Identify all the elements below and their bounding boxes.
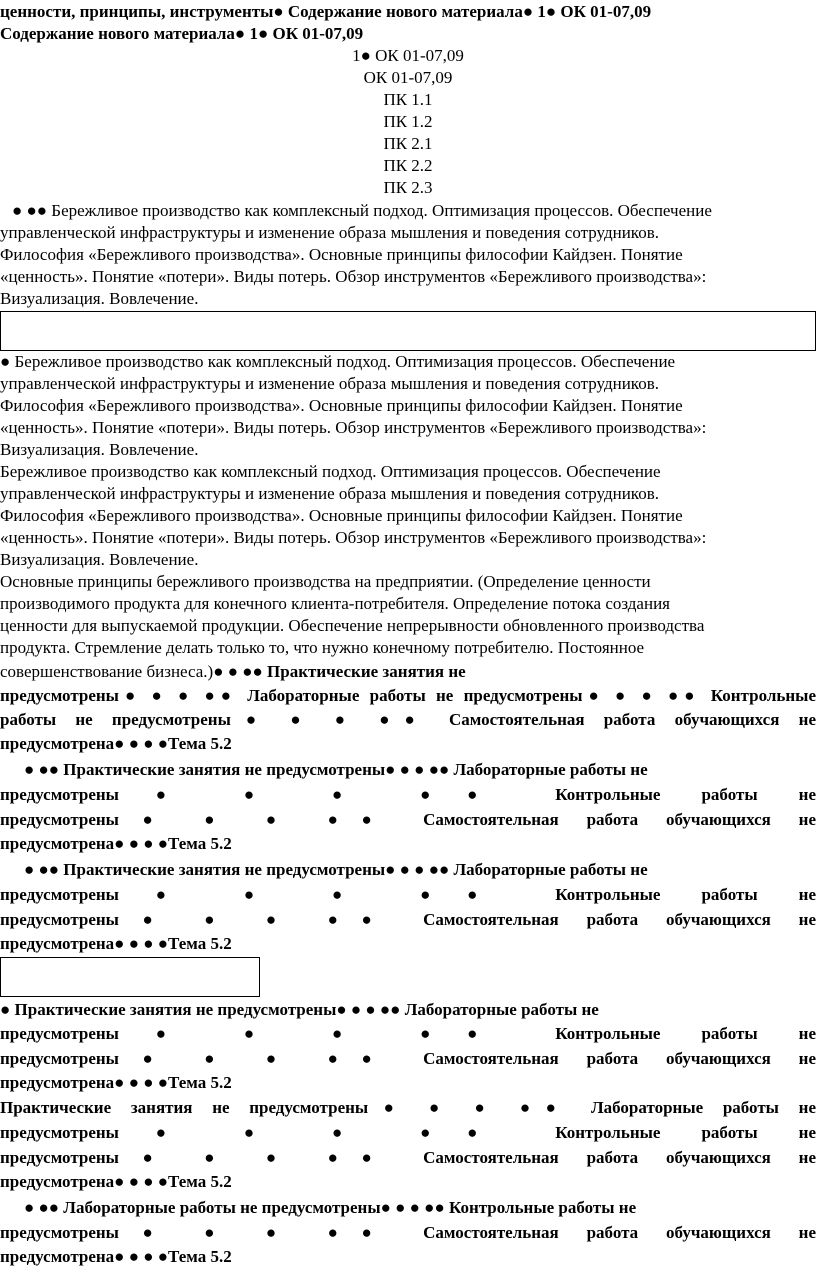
text-line: предусмотрены● ● ● ●● Самостоятельная работа обучающихся не [0,810,816,829]
text-line: предусмотрены● ● ● ●● Контрольные работы не [0,885,816,904]
text-line: ● Практические занятия не предусмотрены● ● ● ●● Лабораторные работы не [0,1000,599,1019]
text-line: управленческой инфраструктуры и изменение образа мышления и поведения сотрудников. [0,484,659,503]
text-line: Практические занятия не предусмотрены● ● ● ●● Лабораторные работы не [0,1098,816,1117]
text-line: предусмотрены● ● ● ●● Лабораторные работы не предусмотрены● ● ● ●● Контрольные [0,686,816,705]
text-line: ПК 2.3 [383,178,433,197]
text-line: Визуализация. Вовлечение. [0,440,199,459]
text-line: предусмотрены● ● ● ●● Контрольные работы не [0,1123,816,1142]
text-line-mixed: совершенствование бизнеса.)● ● ●● Практические занятия не [0,662,466,681]
text-line [0,661,816,683]
text-line: продукта. Стремление делать только то, что нужно конечному потребителю. Постоянное [0,638,645,657]
text-line: «ценность». Понятие «потери». Виды потерь. Обзор инструментов «Бережливого производства»: [0,267,707,286]
text-line: «ценность». Понятие «потери». Виды потерь. Обзор инструментов «Бережливого производства»: [0,528,707,547]
text-line: Философия «Бережливого производства». Основные принципы философии Кайдзен. Понятие [0,506,683,525]
text-line: предусмотрена● ● ● ●Тема 5.2 [0,934,232,953]
text-line: предусмотрены● ● ● ●● Самостоятельная работа обучающихся не [0,1148,816,1167]
text-line: предусмотрены● ● ● ●● Самостоятельная работа обучающихся не [0,1049,816,1068]
text-line: ОК 01-07,09 [363,68,453,87]
empty-table-cell [0,311,816,351]
text-line: управленческой инфраструктуры и изменение образа мышления и поведения сотрудников. [0,374,659,393]
text-line: ● ●● Лабораторные работы не предусмотрены● ● ● ●● Контрольные работы не [24,1198,637,1217]
text-line: Визуализация. Вовлечение. [0,550,199,569]
text-line: предусмотрена● ● ● ●Тема 5.2 [0,834,232,853]
text-line: ● ●● Бережливое производство как комплексный подход. Оптимизация процессов. Обеспечение [12,201,712,220]
text-line: Основные принципы бережливого производства на предприятии. (Определение ценности [0,572,651,591]
text-line: работы не предусмотрены● ● ● ●● Самостоятельная работа обучающихся не [0,710,816,729]
text-line: ПК 1.1 [383,90,433,109]
empty-table-cell [0,957,260,997]
text-line: ПК 1.2 [383,112,433,131]
text-line: предусмотрена● ● ● ●Тема 5.2 [0,1172,232,1191]
text-line: производимого продукта для конечного клиента-потребителя. Определение потока создания [0,594,670,613]
text-line: предусмотрены● ● ● ●● Самостоятельная работа обучающихся не [0,1223,816,1242]
text-line: предусмотрены● ● ● ●● Контрольные работы не [0,785,816,804]
text-line: управленческой инфраструктуры и изменение образа мышления и поведения сотрудников. [0,223,659,242]
text-line: предусмотрена● ● ● ●Тема 5.2 [0,734,232,753]
text-line: Бережливое производство как комплексный подход. Оптимизация процессов. Обеспечение [0,462,661,481]
text-line: ПК 2.2 [383,156,433,175]
text-line: ПК 2.1 [383,134,433,153]
text-line: ценности для выпускаемой продукции. Обеспечение непрерывности обновленного производства [0,616,705,635]
text-line: ● Бережливое производство как комплексный подход. Оптимизация процессов. Обеспечение [0,352,676,371]
text-line: ● ●● Практические занятия не предусмотрены● ● ● ●● Лабораторные работы не [24,760,648,779]
text-line: «ценность». Понятие «потери». Виды потерь. Обзор инструментов «Бережливого производства»: [0,418,707,437]
text-line: ценности, принципы, инструменты● Содержание нового материала● 1● ОК 01-07,09 [0,2,652,21]
text-line: 1● ОК 01-07,09 [352,46,464,65]
text-line: предусмотрены● ● ● ●● Самостоятельная работа обучающихся не [0,910,816,929]
text-line: Содержание нового материала● 1● ОК 01-07,09 [0,24,364,43]
text-line: предусмотрены● ● ● ●● Контрольные работы не [0,1024,816,1043]
text-line: Философия «Бережливого производства». Основные принципы философии Кайдзен. Понятие [0,396,683,415]
text-line: Визуализация. Вовлечение. [0,289,199,308]
text-line: ● ●● Практические занятия не предусмотрены● ● ● ●● Лабораторные работы не [24,860,648,879]
text-line: предусмотрена● ● ● ●Тема 5.2 [0,1247,232,1266]
text-line: предусмотрена● ● ● ●Тема 5.2 [0,1073,232,1092]
text-line: Философия «Бережливого производства». Основные принципы философии Кайдзен. Понятие [0,245,683,264]
